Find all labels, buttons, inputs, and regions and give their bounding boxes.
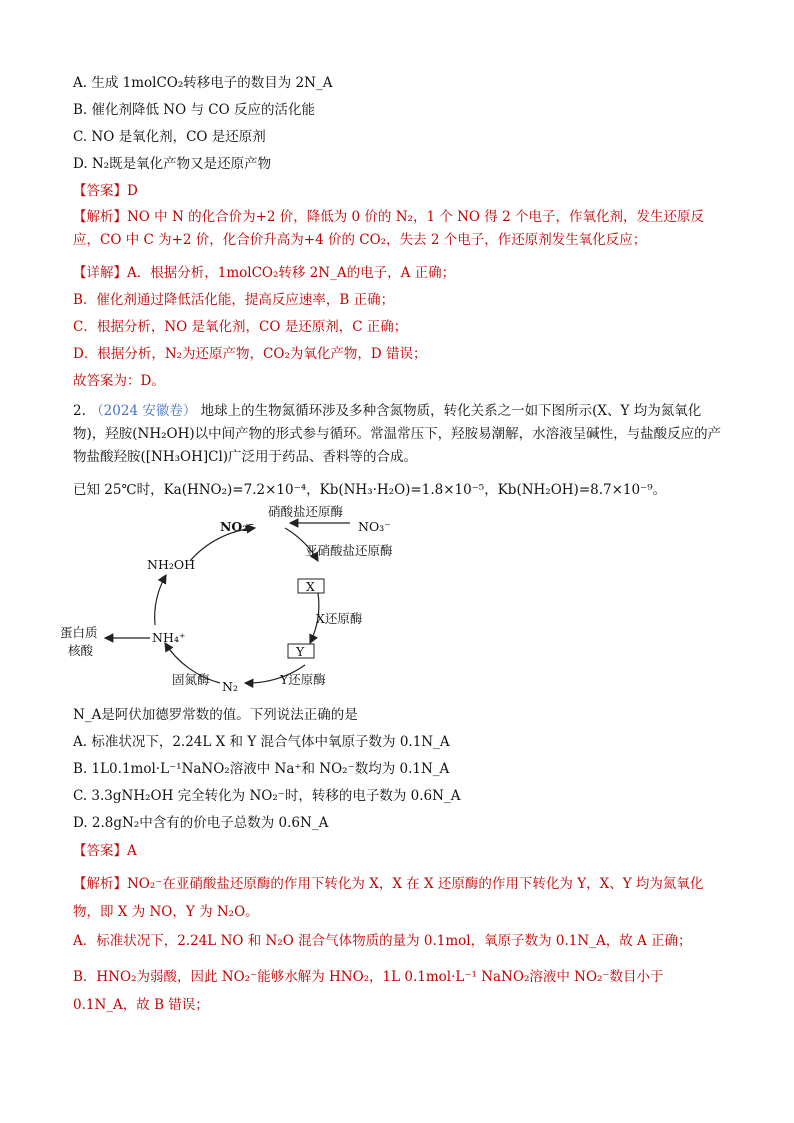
q1-detail-a: 【详解】A．根据分析，1molCO₂转移 2N_A的电子，A 正确； bbox=[73, 265, 456, 281]
q2-option-c: C. 3.3gNH₂OH 完全转化为 NO₂⁻时，转移的电子数为 0.6N_A bbox=[73, 788, 461, 804]
q2-detail-b: B．HNO₂为弱酸，因此 NO₂⁻能够水解为 HNO₂，1L 0.1mol·L⁻¹ NaNO₂溶液中 NO₂⁻数目小于 0.1N_A，故 B 错误； bbox=[73, 969, 664, 1013]
q2-known: 已知 25℃时，Ka(HNO₂)=7.2×10⁻⁴，Kb(NH₃·H₂O)=1.8×10⁻⁵，Kb(NH₂OH)=8.7×10⁻⁹。 bbox=[73, 482, 667, 498]
q2-stem: 地球上的生物氮循环涉及多种含氮物质，转化关系之一如下图所示(X、Y 均为氮氧化物)，羟胺(NH₂OH)以中间产物的形式参与循环。常温常压下，羟胺易潮解，水溶液呈碱性，与盐酸反应的产物盐酸羟胺([NH₃OH]Cl)广泛用于药品、香料等的合成。 bbox=[73, 403, 722, 465]
label-no3: NO₃⁻ bbox=[358, 519, 391, 534]
q1-conclusion: 故答案为：D。 bbox=[73, 373, 165, 389]
q1-answer: 【答案】D bbox=[73, 183, 138, 199]
q1-detail-d: D．根据分析，N₂为还原产物，CO₂为氧化产物，D 错误； bbox=[73, 346, 427, 362]
nitrogen-cycle-diagram bbox=[60, 503, 440, 703]
q1-detail-b: B．催化剂通过降低活化能，提高反应速率，B 正确； bbox=[73, 292, 395, 308]
q2-option-a: A. 标准状况下，2.24L X 和 Y 混合气体中氧原子数为 0.1N_A bbox=[73, 734, 450, 750]
q1-analysis: 【解析】NO 中 N 的化合价为+2 价，降低为 0 价的 N₂，1 个 NO 得 2 个电子，作氧化剂，发生还原反应，CO 中 C 为+2 价，化合价升高为+4 价的 CO₂，失去 2 个电子，作还原剂发生氧化反应； bbox=[73, 209, 704, 248]
q1-option-a: A. 生成 1molCO₂转移电子的数目为 2N_A bbox=[73, 75, 333, 91]
q1-option-c: C. NO 是氧化剂，CO 是还原剂 bbox=[73, 129, 266, 145]
q1-option-b: B. 催化剂降低 NO 与 CO 反应的活化能 bbox=[73, 102, 315, 118]
label-y-reductase: Y还原酶 bbox=[280, 672, 326, 687]
q1-detail-c: C．根据分析，NO 是氧化剂，CO 是还原剂，C 正确； bbox=[73, 319, 408, 335]
label-nh2oh: NH₂OH bbox=[147, 557, 195, 572]
q2-source: （2024 安徽卷） bbox=[90, 403, 197, 419]
q1-option-d: D. N₂既是氧化产物又是还原产物 bbox=[73, 156, 272, 172]
label-protein: 蛋白质 bbox=[60, 625, 98, 640]
q2-option-b: B. 1L0.1mol·L⁻¹NaNO₂溶液中 Na⁺和 NO₂⁻数均为 0.1N_A bbox=[73, 761, 450, 777]
q2-analysis: 【解析】NO₂⁻在亚硝酸盐还原酶的作用下转化为 X，X 在 X 还原酶的作用下转化为 Y，X、Y 均为氮氧化物，即 X 为 NO，Y 为 N₂O。 bbox=[73, 876, 704, 920]
label-nitrite-reductase: 亚硝酸盐还原酶 bbox=[305, 543, 393, 558]
label-nitrogenase: 固氮酶 bbox=[172, 672, 210, 687]
label-x-reductase: X还原酶 bbox=[316, 611, 363, 626]
label-x: X bbox=[306, 579, 315, 594]
q2-detail-a: A．标准状况下，2.24L NO 和 N₂O 混合气体物质的量为 0.1mol，氧原子数为 0.1N_A，故 A 正确； bbox=[73, 933, 692, 949]
q2-option-d: D. 2.8gN₂中含有的价电子总数为 0.6N_A bbox=[73, 815, 329, 831]
arrow-nh4-to-nh2oh bbox=[155, 575, 166, 625]
q2-stem-block bbox=[73, 400, 723, 469]
label-no2: NO₂⁻ bbox=[220, 519, 255, 534]
label-nh4: NH₄⁺ bbox=[152, 630, 186, 645]
label-n2: N₂ bbox=[222, 679, 238, 694]
q2-question: N_A是阿伏加德罗常数的值。下列说法正确的是 bbox=[73, 707, 358, 723]
q2-number: 2. bbox=[73, 403, 86, 419]
label-nucleic-acid: 核酸 bbox=[68, 643, 94, 658]
label-nitrate-reductase: 硝酸盐还原酶 bbox=[268, 504, 344, 519]
q2-answer: 【答案】A bbox=[73, 843, 137, 859]
label-y: Y bbox=[296, 644, 305, 659]
